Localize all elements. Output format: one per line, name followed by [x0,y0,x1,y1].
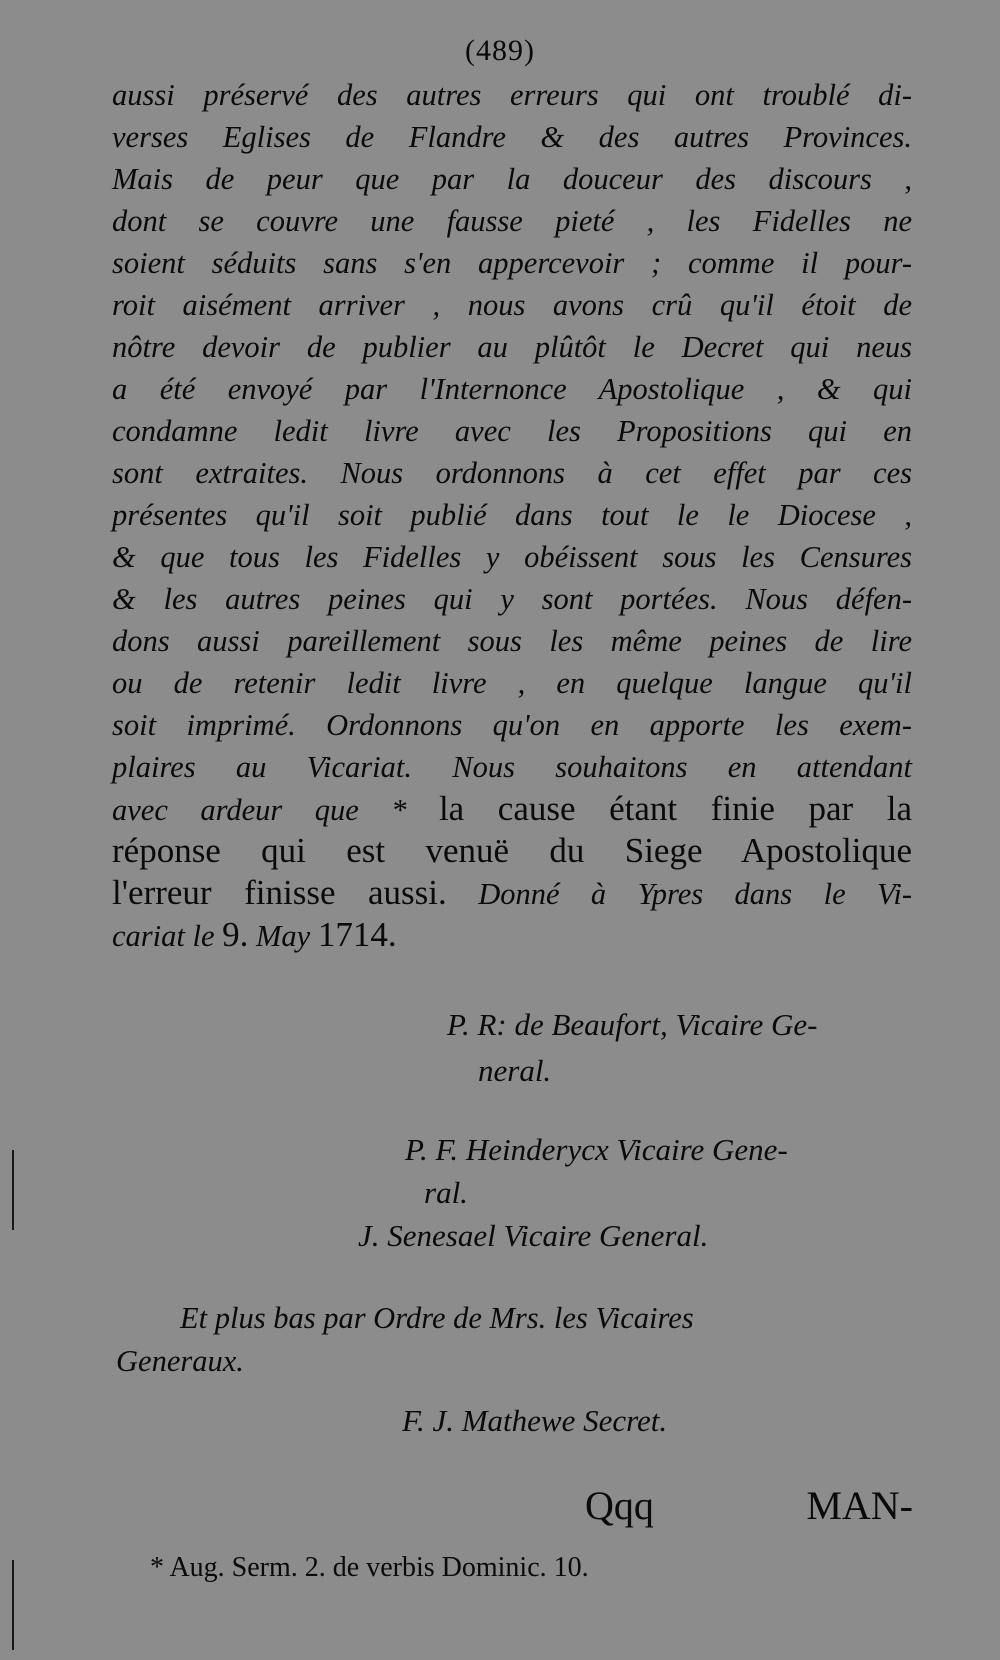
text-line: & les autres peines qui y sont portées. Nous défen- [112,582,912,616]
secretary-signature: F. J. Mathewe Secret. [402,1403,668,1438]
text-line: roit aisément arriver , nous avons crû qu'il étoit de [112,288,912,322]
closing-line-italic: Donné à Ypres dans le Vi- [478,877,913,911]
mixed-text-line [112,788,912,830]
text-line: a été envoyé par l'Internonce Apostolique , & qui [112,372,912,406]
date-line [112,914,912,956]
mixed-line-italic: avec ardeur que * [112,793,407,827]
signature-heinderycx-line1: P. F. Heinderycx Vicaire Gene- [405,1132,788,1167]
text-line: aussi préservé des autres erreurs qui ont troublé di- [112,78,912,112]
text-line: soient séduits sans s'en appercevoir ; comme il pour- [112,246,912,280]
date-prefix: cariat le [112,919,215,953]
closing-line-roman: l'erreur finisse aussi. [112,873,447,912]
roman-text-line: réponse qui est venuë du Siege Apostolique [112,831,912,870]
text-line: plaires au Vicariat. Nous souhaitons en attendant [112,750,912,784]
text-line: soit imprimé. Ordonnons qu'on en apporte les exem- [112,708,912,742]
order-line-1: Et plus bas par Ordre de Mrs. les Vicaires [180,1301,694,1335]
text-line: sont extraites. Nous ordonnons à cet effet par ces [112,456,912,490]
catchword: MAN- [806,1483,913,1528]
text-line: dons aussi pareillement sous les même peines de lire [112,624,912,658]
date-month: May [256,919,311,953]
mixed-line-roman: la cause étant finie par la [438,789,913,828]
text-line: nôtre devoir de publier au plûtôt le Decret qui neus [112,330,912,364]
text-line: verses Eglises de Flandre & des autres Provinces. [112,120,912,154]
decree-text [112,74,912,956]
order-line-2: Generaux. [116,1344,244,1378]
text-line: Mais de peur que par la douceur des discours , [112,162,912,196]
signature-heinderycx-line2: ral. [424,1175,468,1210]
footnote: * Aug. Serm. 2. de verbis Dominic. 10. [150,1552,589,1583]
signature-mark: Qqq [585,1483,654,1528]
page-edge-mark [12,1560,14,1650]
signature-senesael: J. Senesael Vicaire General. [358,1218,709,1253]
catchwords [585,1482,913,1529]
page-edge-mark [12,1150,14,1230]
signature-beaufort-line2: neral. [478,1053,552,1088]
closing-text-line [112,872,912,914]
text-line: présentes qu'il soit publié dans tout le le Diocese , [112,498,912,532]
signature-beaufort-line1: P. R: de Beaufort, Vicaire Ge- [447,1007,818,1042]
text-line: ou de retenir ledit livre , en quelque langue qu'il [112,666,912,700]
text-line: condamne ledit livre avec les Propositions qui en [112,414,912,448]
text-line: & que tous les Fidelles y obéissent sous les Censures [112,540,912,574]
text-line: dont se couvre une fausse pieté , les Fidelles ne [112,204,912,238]
date-day: 9. [222,915,249,954]
date-year: 1714. [317,915,397,954]
page-number: (489) [465,34,535,67]
